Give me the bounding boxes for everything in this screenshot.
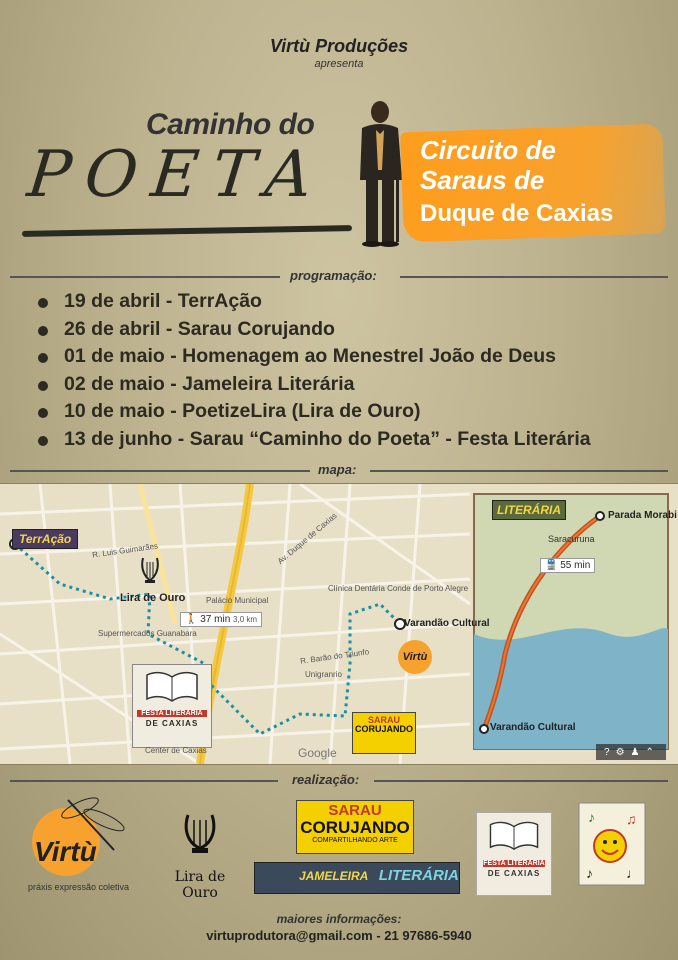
transit-time-badge bbox=[540, 558, 595, 573]
varandao-map-label: Varandão Cultural bbox=[404, 618, 490, 629]
divider-right bbox=[374, 780, 668, 782]
lira-logo-name: Lira de Ouro bbox=[174, 869, 226, 901]
street-label: Supermercados Guanabara bbox=[98, 629, 197, 638]
varandao-inset-label: Varandão Cultural bbox=[490, 722, 576, 733]
sarau-map-line2: CORUJANDO bbox=[354, 724, 413, 734]
sarau-logo-line3: COMPARTILHANDO ARTE bbox=[312, 836, 398, 844]
banner-line-1: Circuito de bbox=[420, 135, 556, 165]
train-icon: 🚆 bbox=[545, 560, 558, 571]
svg-text:♪: ♪ bbox=[586, 865, 593, 881]
sarau-logo-line2: CORUJANDO bbox=[300, 817, 410, 837]
svg-text:♩: ♩ bbox=[626, 865, 640, 881]
sarau-map-line1: SARAU bbox=[367, 715, 400, 725]
walk-time-badge bbox=[180, 612, 262, 627]
event-item: 26 de abril - Sarau Corujando bbox=[38, 316, 658, 344]
music-smiley-logo bbox=[578, 802, 646, 886]
walk-distance: 3,0 km bbox=[233, 615, 258, 624]
parada-label: Parada Morabi bbox=[608, 510, 677, 521]
map-canvas bbox=[0, 484, 678, 764]
lira-map-label: Lira de Ouro bbox=[120, 592, 186, 604]
street-label: R. Luis Guimarães bbox=[91, 541, 159, 560]
divider-left bbox=[10, 470, 310, 472]
jameleira-literaria-logo bbox=[254, 862, 460, 894]
jameleira-map-thumb: LITERÁRIA bbox=[492, 500, 566, 520]
jameleira-logo-line1: JAMELEIRA bbox=[299, 869, 369, 883]
festa-literaria-logo bbox=[476, 812, 552, 896]
divider-left bbox=[10, 276, 280, 278]
open-book-icon bbox=[145, 669, 199, 703]
banner-line-2: Saraus de bbox=[420, 165, 545, 195]
transit-time: 55 min bbox=[560, 560, 591, 571]
lyre-icon bbox=[182, 812, 218, 860]
divider-left bbox=[10, 780, 278, 782]
divider-right bbox=[400, 276, 668, 278]
divider-right bbox=[370, 470, 668, 472]
svg-text:♪: ♪ bbox=[588, 809, 595, 825]
title-top: Caminho do bbox=[146, 108, 315, 141]
sarau-logo-line1: SARAU bbox=[328, 802, 382, 819]
realizacao-label: realização: bbox=[292, 772, 360, 787]
svg-text:♫: ♫ bbox=[626, 811, 637, 827]
route-map[interactable] bbox=[0, 483, 678, 765]
festa-logo-line2: DE CAXIAS bbox=[487, 869, 541, 878]
info-label: maiores informações: bbox=[276, 912, 402, 926]
google-watermark: Google bbox=[298, 746, 337, 760]
lira-de-ouro-logo bbox=[160, 812, 240, 901]
presents-label: apresenta bbox=[314, 58, 364, 70]
event-item: 10 de maio - PoetizeLira (Lira de Ouro) bbox=[38, 398, 658, 426]
programacao-label: programação: bbox=[290, 268, 377, 283]
walk-time: 37 min bbox=[200, 614, 231, 625]
open-book-icon bbox=[487, 819, 541, 851]
festa-logo-line1: FESTA LITERÁRIA bbox=[483, 860, 545, 867]
sarau-corujando-thumb bbox=[352, 712, 416, 754]
street-label: Av. Duque de Caxias bbox=[275, 511, 339, 566]
event-list bbox=[38, 288, 658, 453]
banner-line-3: Duque de Caxias bbox=[420, 200, 614, 227]
virtu-logo bbox=[28, 790, 138, 900]
expand-icon[interactable]: ⌃ bbox=[645, 746, 654, 758]
virtu-tagline: práxis expressão coletiva bbox=[28, 882, 130, 892]
event-item: 19 de abril - TerrAção bbox=[38, 288, 658, 316]
title-big: POETA bbox=[24, 138, 330, 212]
help-icon[interactable]: ? bbox=[604, 746, 610, 758]
event-item: 13 de junho - Sarau “Caminho do Poeta” - Festa Literária bbox=[38, 426, 658, 454]
street-label: Clínica Dentária Conde de Porto Alegre bbox=[328, 584, 469, 593]
festa-map-line2: DE CAXIAS bbox=[145, 719, 199, 728]
walk-icon: 🚶 bbox=[185, 614, 198, 625]
street-label: R. Barão do Triunfo bbox=[299, 647, 370, 666]
pegman-icon[interactable]: ♟ bbox=[630, 746, 640, 758]
mapa-label: mapa: bbox=[318, 462, 357, 477]
event-item: 02 de maio - Jameleira Literária bbox=[38, 371, 658, 399]
sarau-corujando-logo bbox=[296, 800, 414, 854]
settings-icon[interactable]: ⚙ bbox=[615, 746, 625, 758]
festa-map-line1: FESTA LITERÁRIA bbox=[137, 710, 207, 717]
virtu-logo-name: Virtù bbox=[34, 836, 97, 867]
saracuruna-label: Saracuruna bbox=[548, 534, 595, 544]
title-underline bbox=[22, 225, 352, 237]
festa-literaria-thumb bbox=[132, 664, 212, 748]
lyre-icon bbox=[140, 556, 160, 588]
street-label: Palácio Municipal bbox=[206, 596, 269, 605]
presenter-name: Virtù Produções bbox=[269, 36, 409, 56]
contact-info[interactable]: virtuprodutora@gmail.com - 21 97686-5940 bbox=[206, 928, 472, 943]
virtu-map-badge: Virtù bbox=[398, 640, 432, 674]
map-controls bbox=[604, 745, 664, 759]
street-label: Unigranrio bbox=[305, 670, 342, 679]
terracao-thumb: TerrAção bbox=[12, 529, 78, 549]
event-item: 01 de maio - Homenagem ao Menestrel João de Deus bbox=[38, 343, 658, 371]
street-label: Center de Caxias bbox=[145, 746, 207, 755]
jameleira-logo-line2: LITERÁRIA bbox=[378, 867, 459, 884]
